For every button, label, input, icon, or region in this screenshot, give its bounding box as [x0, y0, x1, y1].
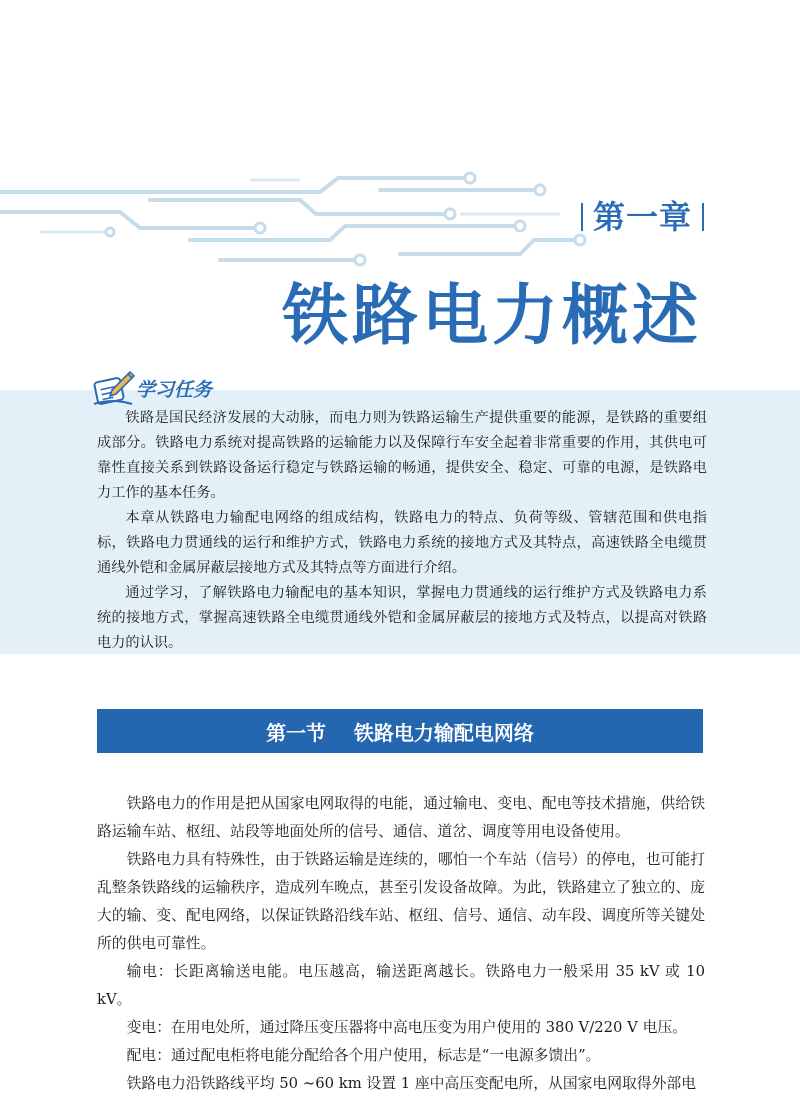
body-paragraph: 铁路电力沿铁路线平均 50 ~60 km 设置 1 座中高压变配电所，从国家电网取得外部电: [126, 1075, 696, 1092]
notebook-pencil-icon: [92, 368, 136, 408]
body-paragraph: 变电：在用电处所，通过降压变压器将中高电压变为用户使用的 380 V/220 V 电压。: [126, 1019, 687, 1036]
section-title: 第一节 铁路电力输配电网络: [266, 720, 534, 745]
chapter-label-text: 第一章: [592, 198, 692, 236]
body-paragraph: 铁路电力的作用是把从国家电网取得的电能，通过输电、变电、配电等技术措施，供给铁路运输车站、枢纽、站段等地面处所的信号、通信、道岔、调度等用电设备使用。: [97, 795, 705, 840]
chapter-label: [571, 192, 714, 238]
task-paragraph: 本章从铁路电力输配电网络的组成结构，铁路电力的特点、负荷等级、管辖范围和供电指标，铁路电力贯通线的运行和维护方式，铁路电力系统的接地方式及其特点，高速铁路全电缆贯通线外铠和金属屏蔽层接地方式及其特点等方面进行介绍。: [97, 510, 707, 576]
chapter-label-right-divider: [702, 203, 704, 231]
body-paragraph: 铁路电力具有特殊性，由于铁路运输是连续的，哪怕一个车站（信号）的停电，也可能打乱整条铁路线的运输秩序，造成列车晚点，甚至引发设备故障。为此，铁路建立了独立的、庞大的输、变、配电网络，以保证铁路沿线车站、枢纽、信号、通信、动车段、调度所等关键处所的供电可靠性。: [97, 851, 705, 952]
section-title-bar: [97, 709, 703, 753]
body-text: [97, 790, 705, 1098]
learning-task-text: [97, 406, 707, 656]
learning-task-label: 学习任务: [136, 379, 213, 401]
chapter-title: 铁路电力概述: [282, 277, 702, 354]
task-paragraph: 通过学习，了解铁路电力输配电的基本知识，掌握电力贯通线的运行维护方式及铁路电力系统的接地方式，掌握高速铁路全电缆贯通线外铠和金属屏蔽层的接地方式及特点，以提高对铁路电力的认识。: [97, 585, 707, 651]
body-paragraph: 输电：长距离输送电能。电压越高，输送距离越长。铁路电力一般采用 35 kV 或 10 kV。: [97, 963, 705, 1008]
chapter-label-left-divider: [581, 203, 583, 231]
body-paragraph: 配电：通过配电柜将电能分配给各个用户使用，标志是“一电源多馈出”。: [126, 1047, 601, 1064]
task-paragraph: 铁路是国民经济发展的大动脉，而电力则为铁路运输生产提供重要的能源，是铁路的重要组成部分。铁路电力系统对提高铁路的运输能力以及保障行车安全起着非常重要的作用，其供电可靠性直接关系到铁路设备运行稳定与铁路运输的畅通，提供安全、稳定、可靠的电源，是铁路电力工作的基本任务。: [97, 410, 707, 501]
